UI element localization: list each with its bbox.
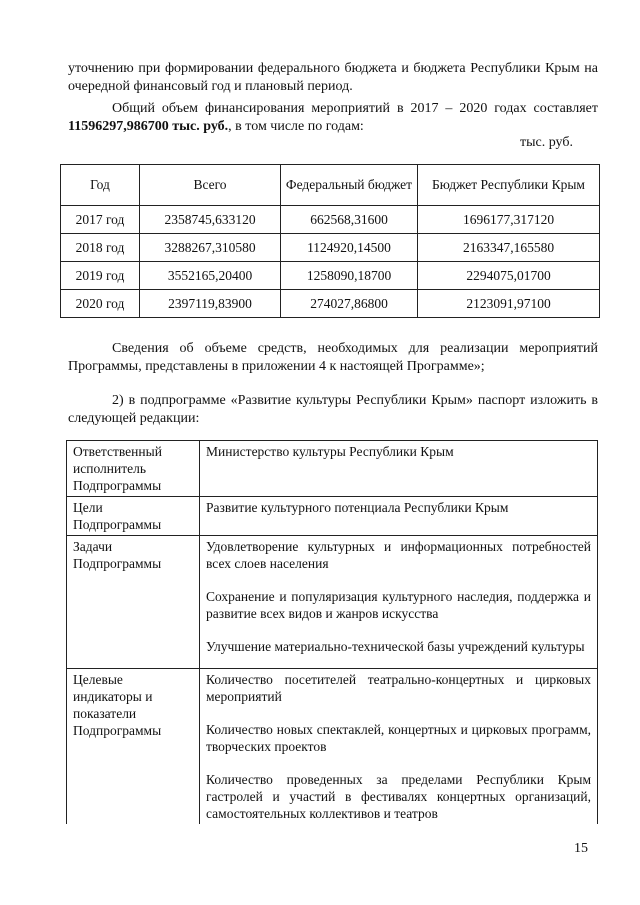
item2-paragraph: 2) в подпрограмме «Развитие культуры Республики Крым» паспорт изложить в следующей редакции: xyxy=(68,393,598,426)
passport-text: Количество посетителей театрально-концертных и цирковых мероприятий xyxy=(206,672,591,704)
passport-row xyxy=(67,669,598,825)
cell-federal: 274027,86800 xyxy=(281,290,418,318)
cell-total: 2397119,83900 xyxy=(140,290,281,318)
budget-row xyxy=(61,262,600,290)
financing-lead: Общий объем финансирования мероприятий в 2017 – 2020 годах составляет xyxy=(112,101,598,116)
passport-row xyxy=(67,497,598,536)
passport-value xyxy=(200,441,598,497)
cell-year: 2018 год xyxy=(61,234,140,262)
unit-label: тыс. руб. xyxy=(520,135,573,150)
cell-total: 3552165,20400 xyxy=(140,262,281,290)
cell-crimea: 1696177,317120 xyxy=(418,206,600,234)
passport-text: Количество новых спектаклей, концертных и цирковых программ, творческих проектов xyxy=(206,722,591,754)
cell-federal: 1258090,18700 xyxy=(281,262,418,290)
passport-text: Улучшение материально-технической базы учреждений культуры xyxy=(206,639,585,654)
budget-row xyxy=(61,234,600,262)
passport-value xyxy=(200,669,598,825)
budget-row xyxy=(61,206,600,234)
cell-crimea: 2163347,165580 xyxy=(418,234,600,262)
cell-year: 2017 год xyxy=(61,206,140,234)
passport-value xyxy=(200,536,598,669)
passport-value xyxy=(200,497,598,536)
passport-label: Ответственный исполнитель Подпрограммы xyxy=(67,441,200,497)
header-year: Год xyxy=(61,165,140,206)
passport-text: Министерство культуры Республики Крым xyxy=(206,444,454,459)
cell-total: 2358745,633120 xyxy=(140,206,281,234)
financing-paragraph xyxy=(68,100,598,136)
cell-total: 3288267,310580 xyxy=(140,234,281,262)
cell-federal: 1124920,14500 xyxy=(281,234,418,262)
passport-row xyxy=(67,536,598,669)
passport-text: Развитие культурного потенциала Республики Крым xyxy=(206,500,509,515)
passport-text: Сохранение и популяризация культурного наследия, поддержка и развитие всех видов и жанров искусства xyxy=(206,589,591,621)
financing-amount: 11596297,986700 тыс. руб. xyxy=(68,119,229,134)
passport-text: Количество проведенных за пределами Республики Крым гастролей и участий в фестивалях концертных организаций, самостоятельных коллективов и театров xyxy=(206,772,591,821)
passport-label: Задачи Подпрограммы xyxy=(67,536,200,669)
page-number: 15 xyxy=(574,841,588,856)
budget-table xyxy=(60,164,600,318)
header-federal: Федеральный бюджет xyxy=(281,165,418,206)
intro-paragraph: уточнению при формировании федерального бюджета и бюджета Республики Крым на очередной финансовый год и плановый период. xyxy=(68,61,598,94)
header-crimea: Бюджет Республики Крым xyxy=(418,165,600,206)
financing-tail: , в том числе по годам: xyxy=(228,119,364,134)
passport-row xyxy=(67,441,598,497)
cell-federal: 662568,31600 xyxy=(281,206,418,234)
header-total: Всего xyxy=(140,165,281,206)
passport-text: Удовлетворение культурных и информационных потребностей всех слоев населения xyxy=(206,539,591,571)
cell-year: 2020 год xyxy=(61,290,140,318)
cell-crimea: 2123091,97100 xyxy=(418,290,600,318)
passport-label: Цели Подпрограммы xyxy=(67,497,200,536)
budget-header-row xyxy=(61,165,600,206)
passport-label: Целевые индикаторы и показатели Подпрограммы xyxy=(67,669,200,825)
budget-row xyxy=(61,290,600,318)
cell-crimea: 2294075,01700 xyxy=(418,262,600,290)
passport-table xyxy=(66,440,598,824)
cell-year: 2019 год xyxy=(61,262,140,290)
info-paragraph: Сведения об объеме средств, необходимых для реализации мероприятий Программы, представлены в приложении 4 к настоящей Программе»; xyxy=(68,341,598,374)
